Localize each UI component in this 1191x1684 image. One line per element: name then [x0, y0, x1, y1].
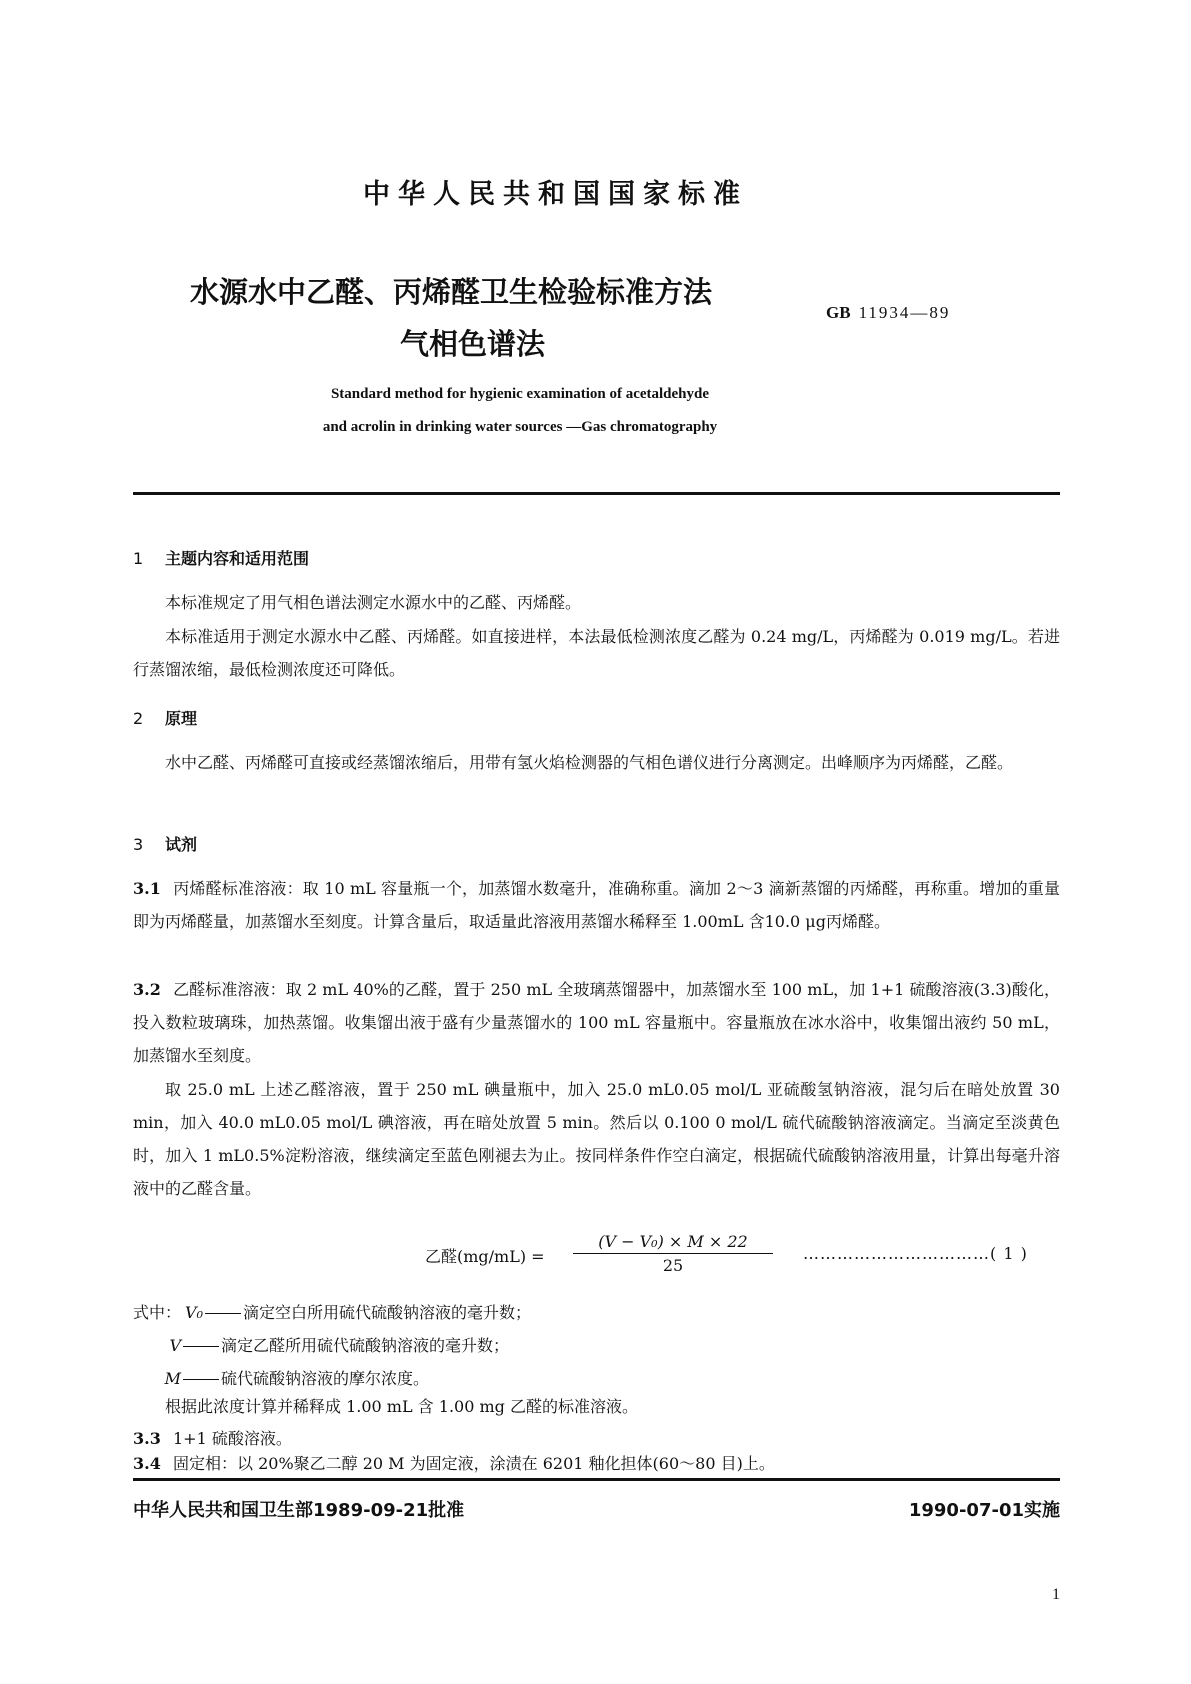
page-number: 1 [1052, 1586, 1060, 1603]
item-text: 丙烯醛标准溶液：取 10 mL 容量瓶一个，加蒸馏水数毫升，准确称重。滴加 2～3 滴新蒸馏的丙烯醛，再称重。增加的重量即为丙烯醛量，加蒸馏水至刻度。计算含量后，取适量此溶液用蒸馏水稀释至 1.00mL 含10.0 μg丙烯醛。 [133, 879, 1060, 931]
where-description: 滴定空白所用硫代硫酸钠溶液的毫升数； [243, 1303, 532, 1322]
formula-1 [425, 1232, 1065, 1292]
section-title: 试剂 [165, 835, 198, 854]
item-number: 3.3 [133, 1429, 161, 1448]
section-1-paragraph-2: 本标准适用于测定水源水中乙醛、丙烯醛。如直接进样，本法最低检测浓度乙醛为 0.24 mg/L，丙烯醛为 0.019 mg/L。若进行蒸馏浓缩，最低检测浓度还可降低。 [133, 627, 1060, 679]
item-text: 乙醛标准溶液：取 2 mL 40%的乙醛，置于 250 mL 全玻璃蒸馏器中，加蒸馏水至 100 mL，加 1+1 硫酸溶液(3.3)酸化，投入数粒玻璃珠，加热蒸馏。收集馏出液于盛有少量蒸馏水的 100 mL 容量瓶中。容量瓶放在冰水浴中，收集馏出液约 50 mL，加蒸馏水至刻度。 [133, 980, 1060, 1065]
formula-label [803, 1244, 1028, 1263]
section-1-heading [133, 546, 309, 569]
section-number: 2 [133, 709, 144, 728]
em-dash [183, 1379, 219, 1380]
formula-numerator: (V − V₀) × M × 22 [573, 1232, 773, 1254]
item-text: 1+1 硫酸溶液。 [173, 1429, 292, 1448]
where-label: 式中： [133, 1303, 182, 1322]
formula-number: ( 1 ) [990, 1244, 1028, 1263]
formula-leader: …………………………… [803, 1244, 990, 1263]
item-3-4 [133, 1447, 1060, 1480]
where-row-m [151, 1366, 429, 1389]
standard-code: 11934—89 [858, 303, 951, 322]
item-3-2 [133, 973, 1060, 1072]
formula-lhs: 乙醛(mg/mL) = [425, 1247, 545, 1266]
section-number: 3 [133, 835, 144, 854]
item-text: 固定相：以 20%聚乙二醇 20 M 为固定液，涂渍在 6201 釉化担体(60～80 目)上。 [173, 1454, 775, 1473]
section-2-paragraph-1: 水中乙醛、丙烯醛可直接或经蒸馏浓缩后，用带有氢火焰检测器的气相色谱仪进行分离测定。出峰顺序为丙烯醛，乙醛。 [165, 753, 1014, 772]
section-2-heading [133, 706, 197, 729]
item-number: 3.4 [133, 1454, 161, 1473]
header-divider [133, 492, 1060, 495]
section-title: 原理 [165, 709, 198, 728]
section-1-paragraph-1: 本标准规定了用气相色谱法测定水源水中的乙醛、丙烯醛。 [165, 593, 582, 612]
approval-line: 中华人民共和国卫生部1989-09-21批准 [133, 1500, 465, 1521]
section-3-heading [133, 832, 197, 855]
item-number: 3.1 [133, 879, 161, 898]
title-en-line2: and acrolin in drinking water sources —Gas chromatography [322, 419, 718, 435]
title-cn-line1: 水源水中乙醛、丙烯醛卫生检验标准方法 [190, 275, 713, 309]
em-dash [183, 1346, 219, 1347]
where-row-v0 [133, 1300, 531, 1323]
footer-divider [133, 1478, 1060, 1481]
title-en-line1: Standard method for hygienic examination of acetaldehyde [330, 386, 710, 402]
where-symbol: V [169, 1336, 181, 1355]
country-standard-header: 中华人民共和国国家标准 [363, 179, 748, 210]
where-symbol: V₀ [185, 1303, 204, 1322]
item-3-2-after: 根据此浓度计算并稀释成 1.00 mL 含 1.00 mg 乙醛的标准溶液。 [165, 1397, 638, 1416]
item-number: 3.2 [133, 980, 161, 999]
effective-date: 1990-07-01实施 [908, 1500, 1060, 1521]
item-3-2-continuation: 取 25.0 mL 上述乙醛溶液，置于 250 mL 碘量瓶中，加入 25.0 mL0.05 mol/L 亚硫酸氢钠溶液，混匀后在暗处放置 30 min，加入 40.0 mL0.05 mol/L 碘溶液，再在暗处放置 5 min。然后以 0.100 0 mol/L 硫代硫酸钠溶液滴定。当滴定至淡黄色时，加入 1 mL0.5%淀粉溶液，继续滴定至蓝色刚褪去为止。按同样条件作空白滴定，根据硫代硫酸钠溶液用量，计算出每毫升溶液中的乙醛含量。 [133, 1080, 1060, 1198]
formula-denominator: 25 [662, 1256, 684, 1275]
where-description: 滴定乙醛所用硫代硫酸钠溶液的毫升数； [221, 1336, 510, 1355]
title-cn-line2: 气相色谱法 [400, 327, 546, 361]
standard-prefix: GB [826, 303, 851, 322]
where-description: 硫代硫酸钠溶液的摩尔浓度。 [221, 1369, 430, 1388]
em-dash [205, 1313, 241, 1314]
item-3-1 [133, 872, 1060, 938]
section-number: 1 [133, 549, 144, 568]
section-title: 主题内容和适用范围 [165, 549, 310, 568]
formula-fraction [573, 1232, 773, 1275]
where-row-v [151, 1333, 509, 1356]
standard-number [826, 303, 950, 323]
where-symbol: M [164, 1369, 181, 1388]
